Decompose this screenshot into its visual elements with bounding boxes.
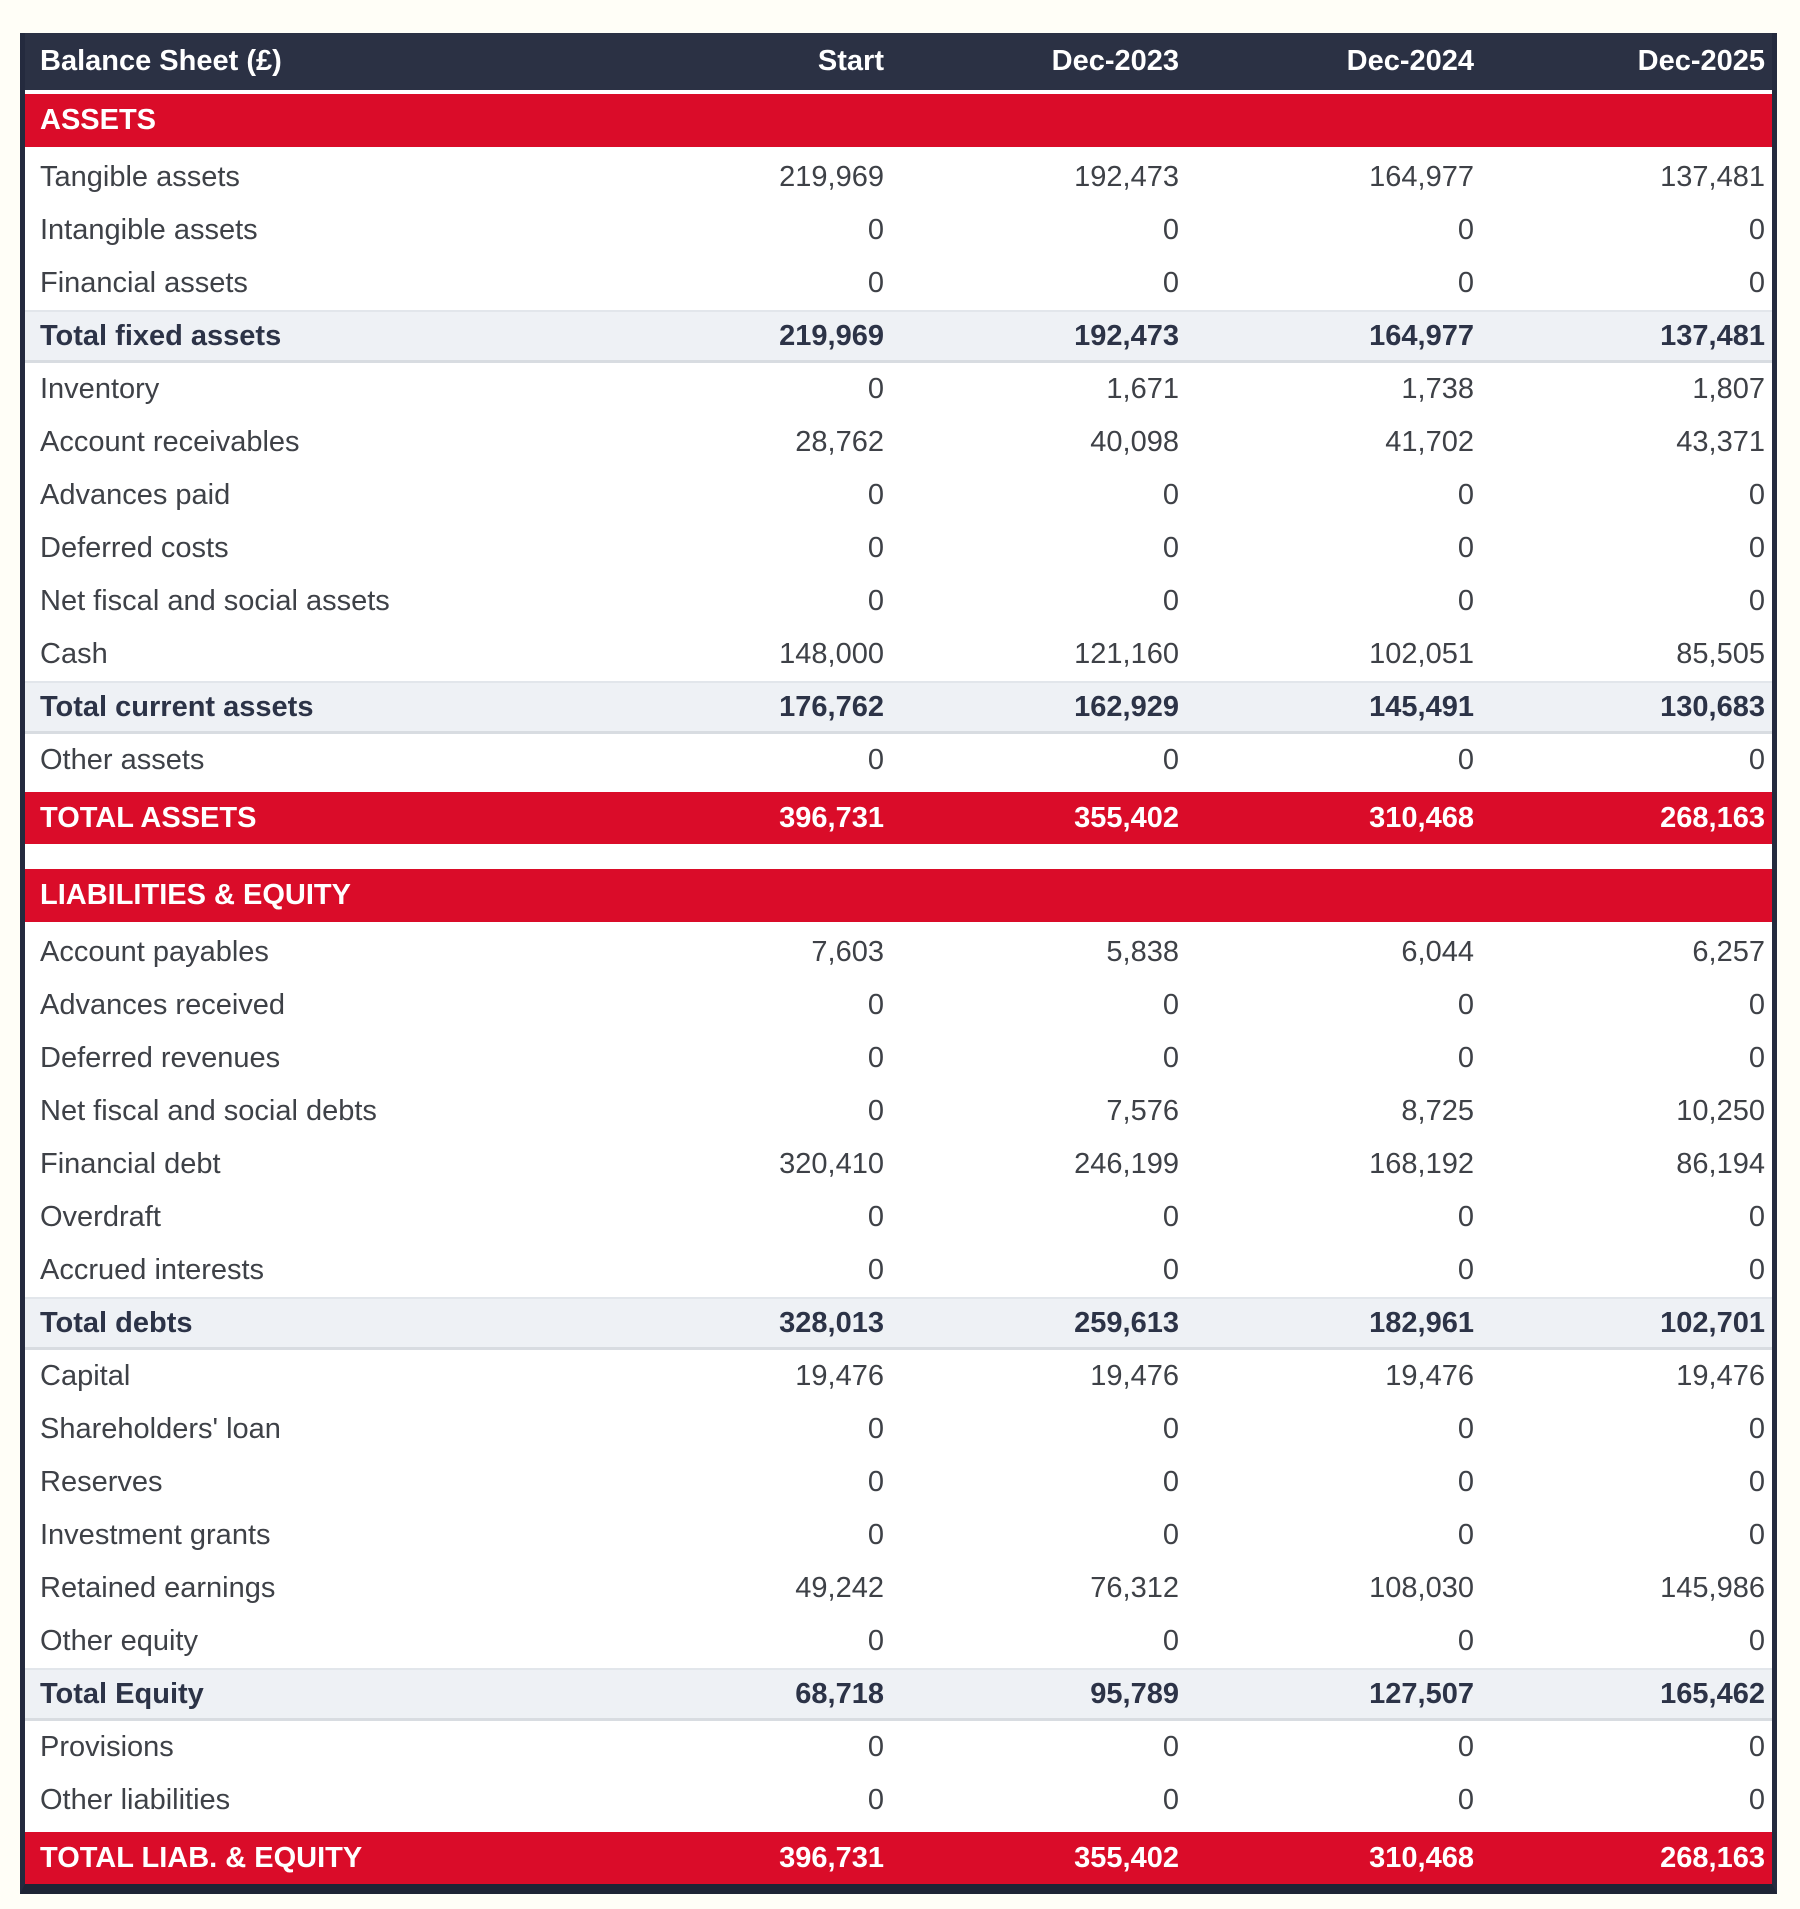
cell-value: 328,013	[779, 1306, 884, 1339]
row-label: Retained earnings	[40, 1572, 276, 1604]
row-label: Net fiscal and social debts	[40, 1095, 377, 1127]
table-title: Balance Sheet (£)	[40, 45, 282, 77]
cell-value: 0	[1457, 1254, 1474, 1286]
row-label: Other assets	[40, 744, 205, 776]
section-header-row	[25, 869, 1772, 922]
total-cell-value: 355,402	[1074, 801, 1179, 834]
cell-value: 0	[1748, 1042, 1765, 1074]
cell-value: 19,476	[1385, 1360, 1474, 1392]
cell-value: 219,969	[779, 319, 884, 352]
row-label: Reserves	[40, 1466, 163, 1498]
cell-value: 0	[1457, 1466, 1474, 1498]
cell-value: 0	[867, 1413, 884, 1445]
cell-value: 0	[1162, 267, 1179, 299]
cell-value: 0	[867, 267, 884, 299]
cell-value: 0	[1457, 1784, 1474, 1816]
cell-value: 5,838	[1106, 936, 1179, 968]
cell-value: 28,762	[795, 426, 884, 458]
cell-value: 164,977	[1369, 161, 1474, 193]
table-row	[25, 1403, 1772, 1456]
table-row	[25, 1774, 1772, 1827]
cell-value: 0	[1748, 1731, 1765, 1763]
cell-value: 19,476	[1676, 1360, 1765, 1392]
cell-value: 0	[1748, 585, 1765, 617]
cell-value: 0	[867, 1095, 884, 1127]
row-label: Deferred costs	[40, 532, 229, 564]
column-header-dec2023: Dec-2023	[1051, 45, 1179, 77]
table-row	[25, 1615, 1772, 1668]
section-header-row	[25, 94, 1772, 147]
cell-value: 0	[867, 1042, 884, 1074]
cell-value: 76,312	[1090, 1572, 1179, 1604]
table-row	[25, 1721, 1772, 1774]
cell-value: 0	[1162, 532, 1179, 564]
cell-value: 0	[1457, 1731, 1474, 1763]
table-row	[25, 257, 1772, 310]
cell-value: 7,603	[811, 936, 884, 968]
table-row	[25, 363, 1772, 416]
cell-value: 0	[1457, 1201, 1474, 1233]
subtotal-row	[25, 1668, 1772, 1721]
row-label: Inventory	[40, 373, 160, 405]
table-header-row	[25, 33, 1772, 90]
cell-value: 145,491	[1369, 690, 1474, 723]
section-gap	[25, 844, 1772, 865]
table-row	[25, 628, 1772, 681]
cell-value: 0	[1457, 1042, 1474, 1074]
table-row	[25, 151, 1772, 204]
section-header-label: LIABILITIES & EQUITY	[40, 879, 351, 911]
row-label: Provisions	[40, 1731, 174, 1763]
total-cell-value: 396,731	[779, 1841, 884, 1874]
cell-value: 0	[1162, 744, 1179, 776]
total-row-label: TOTAL LIAB. & EQUITY	[40, 1841, 363, 1874]
cell-value: 0	[867, 585, 884, 617]
cell-value: 0	[1748, 1254, 1765, 1286]
row-label: Cash	[40, 638, 108, 670]
cell-value: 0	[1457, 532, 1474, 564]
table-row	[25, 204, 1772, 257]
cell-value: 0	[867, 373, 884, 405]
row-label: Other equity	[40, 1625, 198, 1657]
cell-value: 145,986	[1660, 1572, 1765, 1604]
table-row	[25, 1509, 1772, 1562]
cell-value: 0	[867, 214, 884, 246]
cell-value: 108,030	[1369, 1572, 1474, 1604]
row-label: Accrued interests	[40, 1254, 265, 1286]
table-row	[25, 1562, 1772, 1615]
cell-value: 6,257	[1692, 936, 1765, 968]
column-header-dec2024: Dec-2024	[1346, 45, 1474, 77]
cell-value: 0	[1162, 214, 1179, 246]
cell-value: 0	[1162, 989, 1179, 1021]
cell-value: 95,789	[1090, 1677, 1179, 1710]
cell-value: 0	[1162, 1201, 1179, 1233]
cell-value: 0	[1748, 532, 1765, 564]
cell-value: 0	[1748, 989, 1765, 1021]
cell-value: 1,738	[1401, 373, 1474, 405]
cell-value: 0	[1748, 744, 1765, 776]
cell-value: 0	[1162, 585, 1179, 617]
cell-value: 7,576	[1106, 1095, 1179, 1127]
total-row	[25, 792, 1772, 844]
cell-value: 0	[1162, 1466, 1179, 1498]
cell-value: 320,410	[779, 1148, 884, 1180]
cell-value: 0	[1748, 1413, 1765, 1445]
cell-value: 165,462	[1660, 1677, 1765, 1710]
cell-value: 0	[1162, 1254, 1179, 1286]
row-label: Advances received	[40, 989, 286, 1021]
cell-value: 0	[1162, 1413, 1179, 1445]
total-row	[25, 1832, 1772, 1884]
section-header-label: ASSETS	[40, 104, 157, 136]
total-cell-value: 396,731	[779, 801, 884, 834]
cell-value: 19,476	[1090, 1360, 1179, 1392]
row-label: Total Equity	[40, 1677, 204, 1710]
row-label: Advances paid	[40, 479, 231, 511]
cell-value: 1,807	[1692, 373, 1765, 405]
row-label: Deferred revenues	[40, 1042, 281, 1074]
cell-value: 102,051	[1369, 638, 1474, 670]
cell-value: 0	[1748, 1519, 1765, 1551]
row-label: Shareholders' loan	[40, 1413, 281, 1445]
table-row	[25, 1244, 1772, 1297]
cell-value: 0	[1748, 479, 1765, 511]
cell-value: 0	[1162, 1625, 1179, 1657]
cell-value: 0	[867, 1201, 884, 1233]
cell-value: 0	[867, 1731, 884, 1763]
cell-value: 0	[1162, 479, 1179, 511]
cell-value: 164,977	[1369, 319, 1474, 352]
cell-value: 0	[1748, 267, 1765, 299]
column-header-dec2025: Dec-2025	[1637, 45, 1765, 77]
cell-value: 19,476	[795, 1360, 884, 1392]
total-cell-value: 268,163	[1660, 1841, 1765, 1874]
table-row	[25, 1138, 1772, 1191]
cell-value: 246,199	[1074, 1148, 1179, 1180]
cell-value: 192,473	[1074, 161, 1179, 193]
row-label: Financial assets	[40, 267, 248, 299]
row-label: Net fiscal and social assets	[40, 585, 390, 617]
subtotal-row	[25, 1297, 1772, 1350]
cell-value: 0	[1457, 744, 1474, 776]
total-cell-value: 310,468	[1369, 1841, 1474, 1874]
cell-value: 0	[1457, 989, 1474, 1021]
cell-value: 0	[1162, 1519, 1179, 1551]
cell-value: 0	[867, 1625, 884, 1657]
cell-value: 0	[1748, 214, 1765, 246]
cell-value: 0	[1457, 267, 1474, 299]
cell-value: 127,507	[1369, 1677, 1474, 1710]
cell-value: 0	[1457, 214, 1474, 246]
cell-value: 0	[867, 744, 884, 776]
cell-value: 0	[867, 1519, 884, 1551]
total-cell-value: 268,163	[1660, 801, 1765, 834]
cell-value: 0	[1457, 585, 1474, 617]
total-cell-value: 310,468	[1369, 801, 1474, 834]
cell-value: 68,718	[795, 1677, 884, 1710]
table-row	[25, 1191, 1772, 1244]
row-label: Account receivables	[40, 426, 300, 458]
table-row	[25, 979, 1772, 1032]
row-label: Total fixed assets	[40, 319, 282, 352]
cell-value: 176,762	[779, 690, 884, 723]
row-label: Overdraft	[40, 1201, 161, 1233]
cell-value: 148,000	[779, 638, 884, 670]
cell-value: 0	[1748, 1784, 1765, 1816]
column-header-start: Start	[817, 45, 884, 77]
cell-value: 102,701	[1660, 1306, 1765, 1339]
total-row-label: TOTAL ASSETS	[40, 801, 257, 834]
row-label: Financial debt	[40, 1148, 221, 1180]
cell-value: 0	[1162, 1784, 1179, 1816]
cell-value: 130,683	[1660, 690, 1765, 723]
cell-value: 41,702	[1385, 426, 1474, 458]
cell-value: 0	[1457, 1413, 1474, 1445]
table-row	[25, 416, 1772, 469]
row-label: Total debts	[40, 1306, 193, 1339]
subtotal-row	[25, 310, 1772, 363]
cell-value: 0	[867, 1466, 884, 1498]
cell-value: 0	[1748, 1625, 1765, 1657]
cell-value: 259,613	[1074, 1306, 1179, 1339]
cell-value: 40,098	[1090, 426, 1179, 458]
cell-value: 0	[1457, 1625, 1474, 1657]
cell-value: 8,725	[1401, 1095, 1474, 1127]
cell-value: 137,481	[1660, 319, 1765, 352]
cell-value: 192,473	[1074, 319, 1179, 352]
cell-value: 219,969	[779, 161, 884, 193]
table-row	[25, 1032, 1772, 1085]
cell-value: 137,481	[1660, 161, 1765, 193]
cell-value: 0	[1162, 1731, 1179, 1763]
cell-value: 0	[1457, 479, 1474, 511]
row-label: Other liabilities	[40, 1784, 231, 1816]
table-row	[25, 734, 1772, 787]
row-label: Capital	[40, 1360, 131, 1392]
cell-value: 121,160	[1074, 638, 1179, 670]
cell-value: 0	[1457, 1519, 1474, 1551]
cell-value: 6,044	[1401, 936, 1474, 968]
cell-value: 0	[867, 1784, 884, 1816]
cell-value: 0	[1748, 1201, 1765, 1233]
table-body	[25, 94, 1772, 1884]
row-label: Intangible assets	[40, 214, 258, 246]
row-label: Account payables	[40, 936, 269, 968]
cell-value: 43,371	[1676, 426, 1765, 458]
subtotal-row	[25, 681, 1772, 734]
cell-value: 0	[1162, 1042, 1179, 1074]
row-label: Investment grants	[40, 1519, 271, 1551]
table-row	[25, 1085, 1772, 1138]
table-row	[25, 522, 1772, 575]
balance-sheet-table	[20, 33, 1777, 1894]
table-row	[25, 1456, 1772, 1509]
cell-value: 0	[867, 479, 884, 511]
cell-value: 10,250	[1676, 1095, 1765, 1127]
row-label: Tangible assets	[40, 161, 240, 193]
table-row	[25, 469, 1772, 522]
table-row	[25, 575, 1772, 628]
row-label: Total current assets	[40, 690, 314, 723]
cell-value: 0	[1748, 1466, 1765, 1498]
cell-value: 0	[867, 989, 884, 1021]
table-row	[25, 926, 1772, 979]
table-row	[25, 1350, 1772, 1403]
cell-value: 49,242	[795, 1572, 884, 1604]
cell-value: 0	[867, 532, 884, 564]
cell-value: 182,961	[1369, 1306, 1474, 1339]
cell-value: 162,929	[1074, 690, 1179, 723]
cell-value: 86,194	[1676, 1148, 1765, 1180]
cell-value: 85,505	[1676, 638, 1765, 670]
cell-value: 1,671	[1106, 373, 1179, 405]
cell-value: 168,192	[1369, 1148, 1474, 1180]
total-cell-value: 355,402	[1074, 1841, 1179, 1874]
cell-value: 0	[867, 1254, 884, 1286]
